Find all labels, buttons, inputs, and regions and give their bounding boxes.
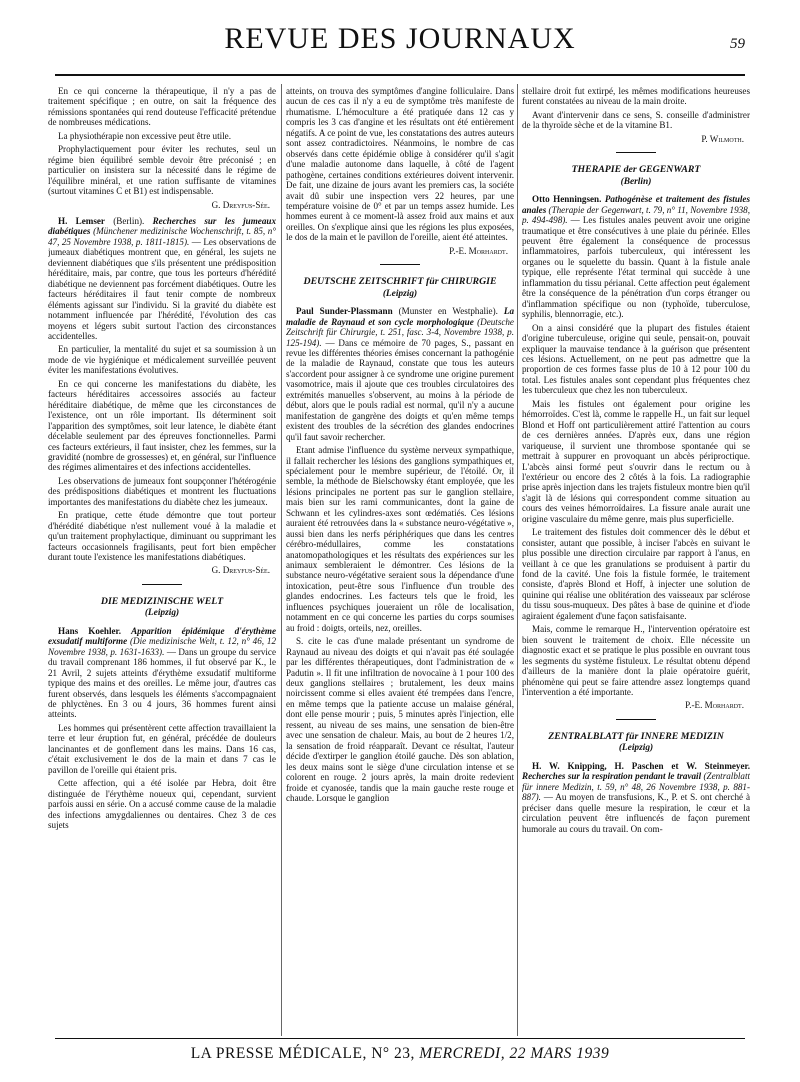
- paragraph: En pratique, cette étude démontre que tout porteur d'hérédité diabétique n'est nullement voué à la maladie et qu'un traitement prophylactique, diminuant ou supprimant les facteurs occasionnels fragilisants, peut fort bien empêcher durant toute l'existence les manifestations diabétiques.: [48, 510, 276, 563]
- article-place: (Munster en Westphalie).: [398, 306, 498, 317]
- article-lemser: [48, 216, 276, 341]
- article-body: — Au moyen de transfusions, K., P. et S. ont cherché à préciser dans quelle mesure la respiration, le cœur et la circulation peuvent être influencés de façon purement humorale au cours du travail. On com-: [522, 792, 750, 834]
- paragraph: stellaire droit fut extirpé, les mêmes modifications heureuses furent constatées au niveau de la main droite.: [522, 86, 750, 107]
- section-divider: [380, 264, 420, 265]
- paragraph: S. cite le cas d'une malade présentant un syndrome de Raynaud au niveau des doigts et qui n'avait pas été soulagée par les différentes thérapeutiques, dont l'administration de « Padutin ». Il fit une infiltration de novocaïne à 1 pour 100 des deux ganglions stellaires ; brutalement, les deux mains noircissent comme si elles avaient été trempées dans l'encre, en même temps que la patiente accuse un malaise général, dont elle pense mourir ; puis, 5 minutes après l'injection, elle ressent, au niveau de ses mains, une sensation de bien-être avec une sensation de chaleur. Mais, au bout de 2 heures 1/2, la sensation de froid réapparaît. Devant ce résultat, l'auteur décide d'extirper le ganglion étoilé gauche. Dès son ablation, les deux mains sont le siège d'une circulation intense et se colorent en rouge. 2 jours après, la main droite redevient froide et cyanosée, tandis que la main gauche reste rouge et chaude. Lorsque le ganglion: [286, 636, 514, 803]
- page-number: 59: [730, 36, 745, 52]
- column-separator: [281, 84, 282, 1036]
- article-body: — Les observations de jumeaux diabétiques montrent que, en général, les sujets ne deviennent diabétiques que s'ils présentent une prédisposition héréditaire, mais, par contre, que tous les porteurs d'hérédité diabétique ne deviennent pas forcément diabétiques. Outre les facteurs héréditaires il faut tenir compte de nombreux éléments agissant sur l'individu. Si la gravité du diabète est notamment influencée par l'hérédité, l'évolution des cas moyens et légers subit surtout l'action des circonstances accidentelles.: [48, 236, 276, 341]
- article-author: Paul Sunder-Plassmann: [296, 306, 393, 317]
- paragraph: La physiothérapie non excessive peut être utile.: [58, 130, 231, 141]
- article-place: (Berlin).: [113, 215, 145, 226]
- page-footer: [0, 1045, 800, 1063]
- section-divider: [142, 584, 182, 585]
- journal-city: (Berlin): [620, 176, 652, 187]
- article-author: H. W. Knipping, H. Paschen et W. Steinmeyer.: [532, 760, 750, 771]
- paragraph: Cette affection, qui a été isolée par Hebra, doit être distinguée de l'érythème noueux qui, cependant, survient parfois aussi en série. On a accusé comme cause de la maladie des infections amygdaliennes ou dentaires. Chez 3 de ces sujets: [48, 778, 276, 830]
- page-header-title: REVUE DES JOURNAUX: [224, 22, 576, 55]
- article-reference: (Die medizinische Welt, t. 12, n° 46, 12 Novembre 1938, p. 1631-1633).: [48, 636, 276, 657]
- article-reference: (Münchener medizinische Wochenschrift, t. 85, n° 47, 25 Novembre 1938, p. 1811-1815).: [48, 226, 276, 247]
- signature: P.-E. Morhardt.: [685, 700, 744, 711]
- paragraph: Les hommes qui présentèrent cette affection travaillaient la terre et leur éruption fut, en général, précédée de douleurs lancinantes et de gonflement dans les mains. Dans 16 cas, c'était exclusivement le dos de la main et dans 7 cas le pavillon de l'oreille qui étaient pris.: [48, 722, 276, 775]
- paragraph: Prophylactiquement pour éviter les rechutes, seul un régime bien équilibré semble devoir être préconisé ; en particulier on insistera sur la nécessité dans le régime de l'équilibre minéral, et une ration suffisante de vitamines (surtout vitamines C et B1) est indispensable.: [48, 144, 276, 197]
- article-body: — Les fistules anales peuvent avoir une origine traumatique et être consécutives à une plaie du périnée. Elles peuvent être également la conséquence de processus inflammatoires, parfois tuberculeux, qui intéressent les organes ou le squelette du bassin. Quant à la fistule anale typique, elle représente l'état terminal qui succède à une inflammation du tissu périanal. Cette affection peut également être la conséquence de la pénétration d'un corps étranger ou d'inflammation spécifique ou non (typhoïde, tuberculose, syphilis, blennorragie, etc.).: [522, 215, 750, 320]
- journal-city: (Leipzig): [382, 288, 418, 299]
- article-henningsen: [522, 194, 750, 319]
- paragraph: Le traitement des fistules doit commencer dès le début et consister, autant que possible, à inciser l'abcès en suivant le plus possible une direction circulaire par rapport à l'anus, en veillant à ce que les granulations se produisent à partir du fond de la cavité. Une fois la fistule formée, le traitement consiste, d'après Blond et Hoff, à injecter une solution de quinine qui réalise une oblitération des vaisseaux par sclérose du tissu sous-muqueux. Des pâtes à base de quinine et d'iode agiraient également d'une façon satisfaisante.: [522, 527, 750, 621]
- article-title: Apparition épidémique d'érythème exsudatif multiforme: [48, 625, 276, 647]
- article-author: Hans Koehler.: [58, 625, 122, 636]
- article-body: — Dans un groupe du service du travail comprenant 186 hommes, il fut observé par K., le 21 Avril, 2 sujets atteints d'érythème exsudatif multiforme typique des mains et des oreilles. Le même jour, d'autres cas furent observés, dans lesquels les éléments s'accompagnaient de phlyctènes. En 3 ou 4 jours, 36 hommes furent ainsi atteints.: [48, 646, 276, 720]
- footer-rule: [55, 1038, 745, 1039]
- article-knipping: [522, 761, 750, 834]
- section-divider: [616, 152, 656, 153]
- header-rule: [55, 74, 745, 76]
- column-1: [48, 86, 276, 1036]
- column-2: [286, 86, 514, 1036]
- signature: P.-E. Morhardt.: [449, 245, 508, 256]
- article-body: — Dans ce mémoire de 70 pages, S., passant en revue les différentes théories émises concernant la pathogénie de la maladie de Raynaud, constate que tous les auteurs s'accordent pour assigner à ce syndrome une origine purement vasomotrice, mais il ajoute que ces troubles circulatoires des extrémités manuelles s'observent, au moins à la période de début, alors que le pouls radial est normal, qu'il n'y a aucune manifestation de gangrène des doigts et qu'en même temps existent des troubles de la sécrétion des glandes endocrines qu'il faut savoir rechercher.: [286, 337, 514, 442]
- paragraph: atteints, on trouva des symptômes d'angine folliculaire. Dans aucun de ces cas il n'y a eu de symptôme très manifeste de rhumatisme. L'hémoculture a été pratiquée dans 12 cas y compris les 3 cas d'angine et les résultats ont été entièrement négatifs. A ce point de vue, les constatations des autres auteurs sont assez contradictoires. Néanmoins, le nombre de cas observés dans cette épidémie oblige à considérer qu'il s'agit d'une maladie autonome dans laquelle, à côté de l'agent pathogène, certaines conditions extérieures doivent intervenir. De fait, une dizaine de jours avant les premiers cas, la sociéte avait dû subir une inspection vers 22 heures, par une température voisine de 0° et par un temps assez humide. Les hommes eurent à ce moment-là assez froid aux mains et aux oreilles. On s'explique ainsi que les régions les plus exposées, le dos de la main et le pavillon de l'oreille, aient été atteintes.: [286, 86, 514, 243]
- paragraph: Les observations de jumeaux font soupçonner l'hétérogénie des prédispositions diabétiques et montrent les fluctuations importantes des manifestations du diabète chez les jumeaux.: [48, 475, 276, 507]
- signature: G. Dreyfus-Sée.: [211, 199, 270, 210]
- paragraph: En ce qui concerne la thérapeutique, il n'y a pas de traitement spécifique ; en outre, on sait la fréquence des rémissions spontanées qui rend douteuse l'efficacité prétendue de nombreuses médications.: [48, 86, 276, 128]
- journal-heading: ZENTRALBLATT für INNERE MEDIZIN: [548, 730, 724, 742]
- journal-heading: THERAPIE der GEGENWART: [571, 164, 701, 176]
- paragraph: On a ainsi considéré que la plupart des fistules étaient d'origine tuberculeuse, origine qui seule, pensait-on, pouvait expliquer la mauvaise tendance à la guérison que présentent ces lésions. Actuellement, on ne peut pas admettre que la proportion de ces formes fasse plus de 10 à 12 pour 100 du total. Les fistules anales sont cependant plus fréquentes chez les tuberculeux que chez les non tuberculeux.: [522, 322, 750, 396]
- article-koehler: [48, 626, 276, 720]
- article-author: H. Lemser: [58, 215, 105, 226]
- paragraph: Mais les fistules ont également pour origine les hémorroïdes. C'est là, comme le rappelle H., un fait sur lequel Blond et Hoff ont particulièrement attiré l'attention au cours de ces dernières années. D'après eux, dans une région variqueuse, il survient une thrombose spontanée qui se mettrait à suppurer en provoquant un abcès périproctique. L'abcès ainsi formé peut s'ouvrir dans le rectum ou à l'extérieur ou encore des 2 côtés à la fois. La radiographie prise après injection dans les trajets fistuleux montre bien qu'il s'agit là de lésions qui correspondent comme situation au cours des veines hémorroïdaires. La fissure anale aurait une origine vasculaire du même genre, mais plus superficielle.: [522, 398, 750, 524]
- column-3: [522, 86, 750, 1036]
- journal-city: (Leipzig): [618, 743, 654, 754]
- article-title: Recherches sur les jumeaux diabétiques: [48, 215, 276, 237]
- paragraph: Etant admise l'influence du système nerveux sympathique, il fallait rechercher les lésions des ganglions sympathiques et, spécialement pour le membre supérieur, de l'étoilé. Or, il semble, la méthode de Bielschowsky étant employée, que les lésions principales ne portent pas sur le ganglion stellaire, mais bien sur les rami communicantes, dont la gaine de Schwann et les cylindres-axes sont œdématiés. Ces lésions auraient été retrouvées dans la « substance neuro-végétative », aussi bien dans les nerfs périphériques que dans les centres cérébro-médullaires, comme les constatations anatomopathologiques et les résultats des expériences sur les animaux sembleraient le démontrer. Ces lésions de la substance neuro-végétative seraient sous la dépendance d'une intoxication, peut-être sous l'influence d'un trouble des glandes endocrines. Les facteurs tels que le froid, les influences psychiques joueraient un rôle de localisation, notamment en ce qui concerne les parties du corps soumises au froid : doigts, orteils, nez, oreilles.: [286, 445, 514, 633]
- signature: G. Dreyfus-Sée.: [211, 565, 270, 576]
- article-title: Pathogénèse et traitement des fistules anales: [522, 194, 750, 215]
- section-divider: [616, 719, 656, 720]
- footer-issue: N° 23,: [371, 1045, 415, 1062]
- paragraph: Avant d'intervenir dans ce sens, S. conseille d'administrer de la thyroïde sèche et de la vitamine B1.: [522, 109, 750, 131]
- footer-date: MERCREDI, 22 MARS 1939: [419, 1045, 610, 1062]
- article-sunder-plassmann: [286, 306, 514, 442]
- article-reference: (Zentralblatt für innere Medizin, t. 59, n° 48, 26 Novembre 1938, p. 881-887).: [522, 771, 750, 803]
- article-title: Recherches sur la respiration pendant le travail: [522, 771, 702, 782]
- article-reference: (Deutsche Zeitschrift für Chirurgie, t. 251, fasc. 3-4, Novembre 1938, p. 125-194).: [286, 316, 514, 348]
- column-separator: [517, 84, 518, 1036]
- article-author: Otto Henningsen.: [532, 194, 602, 205]
- article-title: La maladie de Raynaud et son cycle morphologique: [286, 306, 514, 327]
- paragraph: En particulier, la mentalité du sujet et sa soumission à un mode de vie hygiénique et médicalement surveillée peuvent éviter les manifestations évolutives.: [48, 344, 276, 376]
- footer-journal: LA PRESSE MÉDICALE,: [190, 1045, 367, 1062]
- paragraph: Mais, comme le remarque H., l'intervention opératoire est bien souvent le traitement de choix. Elle nécessite un diagnostic exact et se pratique le plus possible en ouvrant tous les segments du système fistuleux. Le résultat obtenu dépend d'ailleurs de la manière dont la plaie opératoire guérit, phénomène qui peut se faire attendre assez longtemps quand l'intervention a été importante.: [522, 624, 750, 698]
- journal-heading: DEUTSCHE ZEITSCHRIFT für CHIRURGIE: [303, 276, 497, 288]
- article-reference: (Therapie der Gegenwart, t. 79, n° 11, Novembre 1938, p. 494-498).: [522, 204, 750, 226]
- paragraph: En ce qui concerne les manifestations du diabète, les facteurs héréditaires accessoires associés au facteur héréditaire diabétique, de même que les circonstances de l'existence, ont un rôle important. Ils déterminent soit l'apparition des symptômes, soit leur latence, le diabète étant décelable seulement par des épreuves fonctionnelles. Parmi ces facteurs extérieurs, il faut insister, chez les femmes, sur la gravidité (nombre de grossesses) et, en général, sur l'influence des régimes alimentaires et des infections accidentelles.: [48, 378, 276, 473]
- journal-city: (Leipzig): [144, 608, 180, 619]
- journal-heading: DIE MEDIZINISCHE WELT: [100, 595, 224, 607]
- signature: P. Wilmoth.: [701, 133, 744, 144]
